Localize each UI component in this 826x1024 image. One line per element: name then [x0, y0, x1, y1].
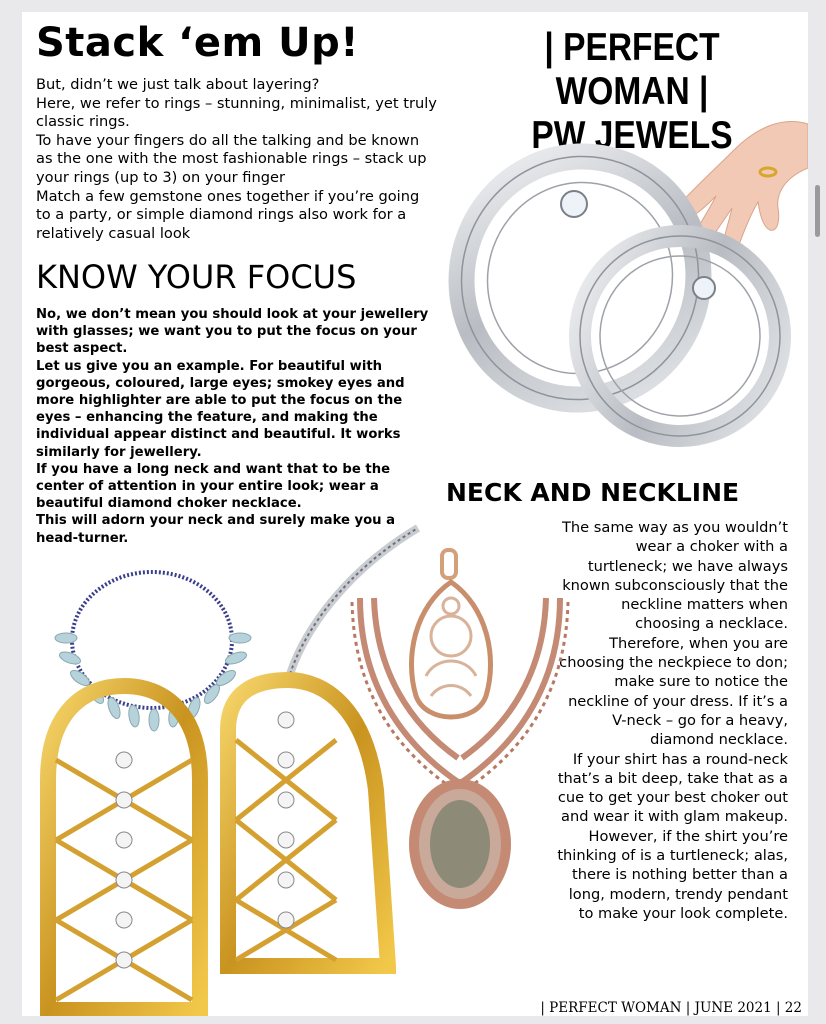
intro-text	[36, 76, 438, 243]
focus-paragraph: Let us give you an example. For beautiful with gorgeous, coloured, large eyes; smokey eyes and more highlighter are able to put the focus on the eyes – enhancing the feature, and making the individual appear distinct and beautiful. It works similarly for jewellery.	[36, 358, 405, 460]
focus-paragraph: If you have a long neck and want that to be the center of attention in your entire look; wear a beautiful diamond choker necklace.	[36, 461, 391, 512]
intro-paragraph: Match a few gemstone ones together if you’re going to a party, or simple diamond rings also work for a relatively casual look	[36, 187, 420, 242]
neckline-paragraph: The same way as you wouldn’t wear a choker with a turtleneck; we have always known subconsciously that the neckline matters when choosing a necklace.	[562, 519, 788, 633]
statement-necklace-photo	[340, 592, 580, 912]
scrollbar[interactable]	[815, 185, 820, 237]
neckline-paragraph: If your shirt has a round-neck that’s a bit deep, take that as a cue to get your best choker out and wear it with glam makeup.	[557, 750, 788, 826]
diamond-stone	[693, 277, 715, 299]
neckline-heading: NECK AND NECKLINE	[446, 478, 740, 507]
page-title: Stack ‘em Up!	[36, 20, 359, 66]
large-ring	[430, 132, 733, 433]
pendant-stone	[430, 800, 490, 888]
page-footer: | PERFECT WOMAN | JUNE 2021 | 22	[540, 1000, 802, 1016]
intro-paragraph: But, didn’t we just talk about layering?	[36, 76, 320, 93]
silver-rings-photo	[430, 132, 802, 472]
magazine-title-line-2: PW JEWELS	[531, 114, 733, 157]
neckline-paragraph: However, if the shirt you’re thinking of is a turtleneck; alas, there is nothing better than a long, modern, trendy pendant to make your look complete.	[557, 827, 788, 922]
intro-paragraph: Here, we refer to rings – stunning, minimalist, yet truly classic rings.	[36, 94, 437, 131]
focus-paragraph: No, we don’t mean you should look at your jewellery with glasses; we want you to put the focus on your best aspect.	[36, 307, 429, 357]
focus-heading: KNOW YOUR FOCUS	[36, 258, 357, 296]
neckline-text	[556, 518, 788, 923]
magazine-page	[22, 12, 808, 1016]
focus-paragraph: This will adorn your neck and surely make you a head-turner.	[36, 513, 396, 546]
neckline-paragraph: Therefore, when you are choosing the neckpiece to don; make sure to notice the neckline of your dress. If it’s a V-neck – go for a heavy, diamond necklace.	[559, 634, 788, 749]
magazine-title-line-1: | PERFECT WOMAN |	[544, 26, 720, 113]
gold-ring-left	[48, 686, 200, 1010]
intro-paragraph: To have your fingers do all the talking and be known as the one with the most fashionable rings – stack up your rings (up to 3) on your finger	[36, 131, 427, 186]
diamond-stone	[561, 191, 587, 217]
focus-text	[36, 306, 438, 547]
